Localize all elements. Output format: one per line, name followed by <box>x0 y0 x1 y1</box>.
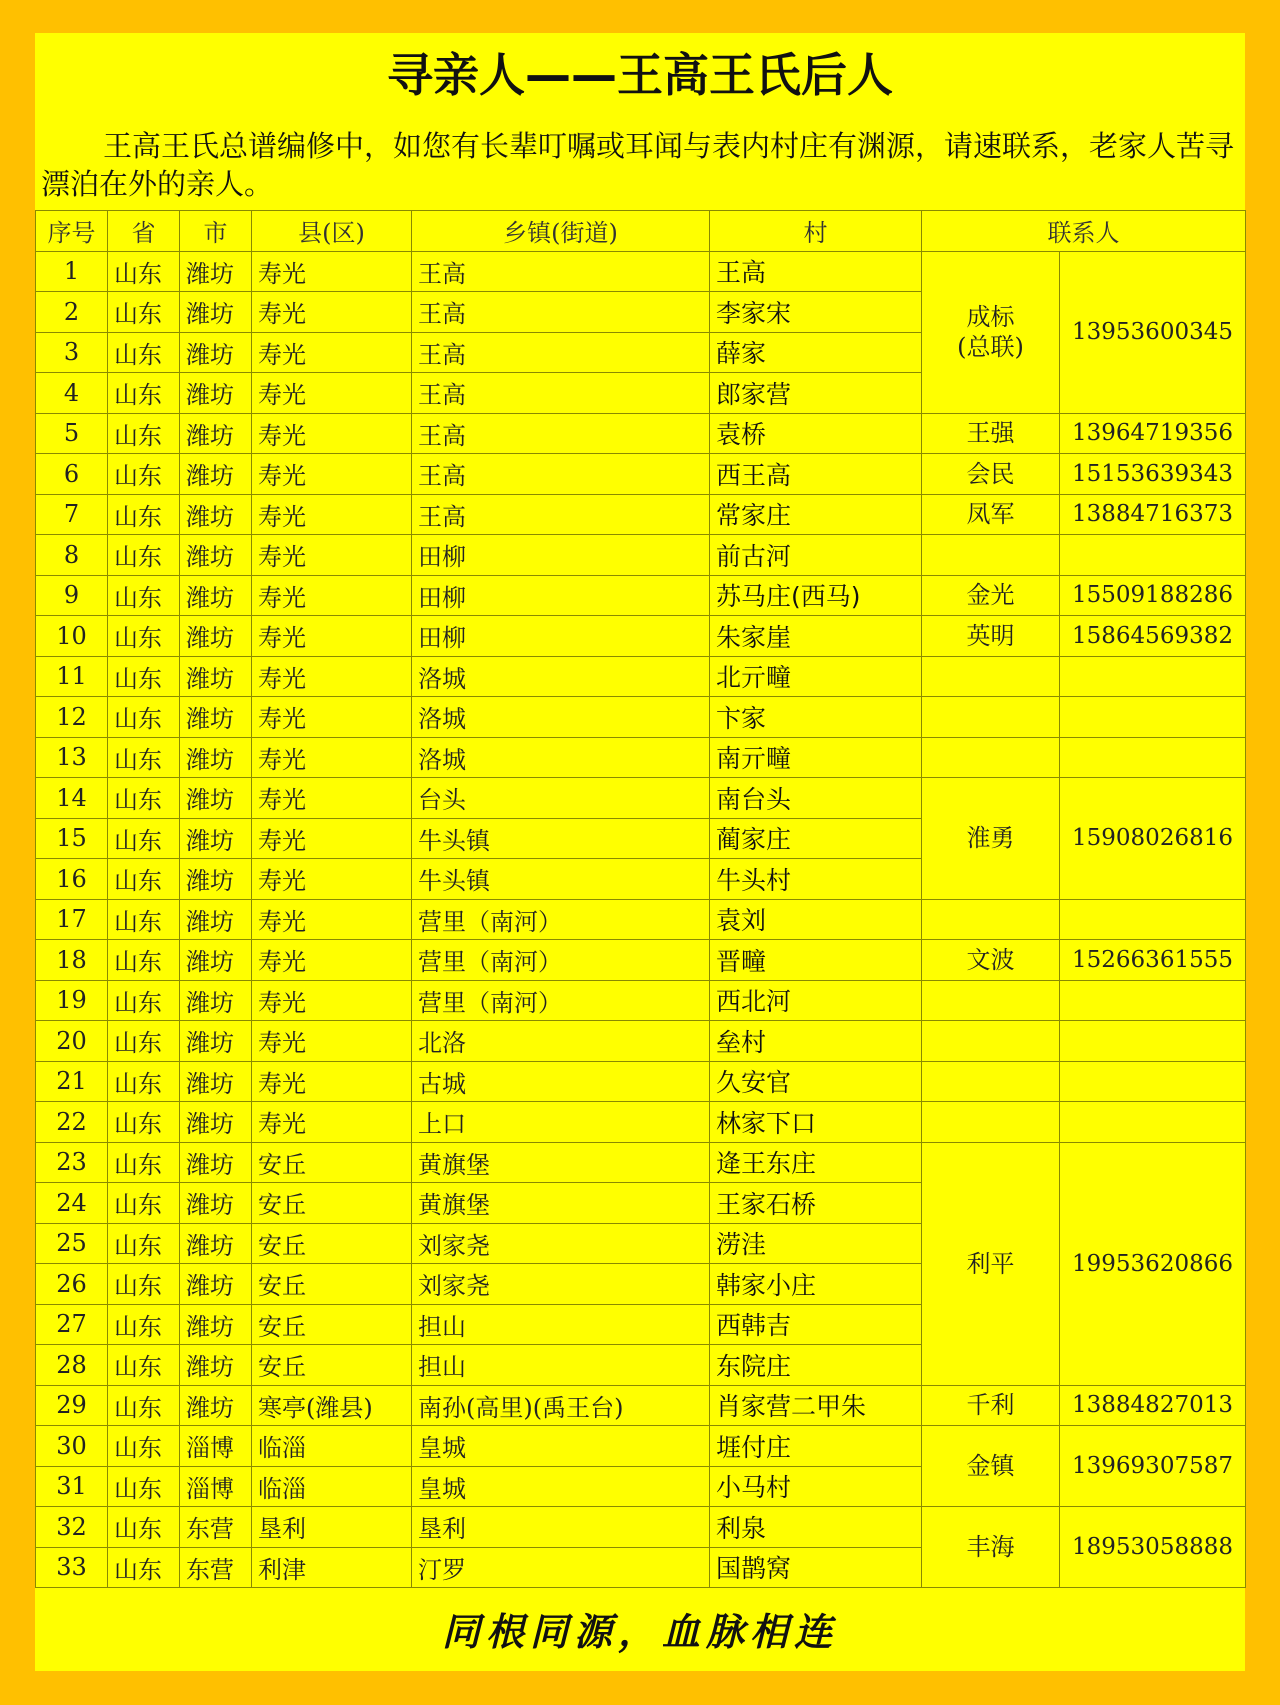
town-cell: 刘家尧 <box>412 1264 710 1305</box>
town-cell: 营里（南河） <box>412 980 710 1021</box>
city-cell: 潍坊 <box>180 940 252 981</box>
table-row <box>36 697 1246 738</box>
county-cell: 寿光 <box>252 980 412 1021</box>
village-cell: 西北河 <box>710 980 922 1021</box>
row-number: 28 <box>36 1345 108 1386</box>
county-cell: 寿光 <box>252 899 412 940</box>
contact-phone[interactable] <box>1060 1021 1246 1062</box>
header-no: 序号 <box>36 211 108 252</box>
contact-name: 会民 <box>922 454 1060 495</box>
contact-phone[interactable] <box>1060 1102 1246 1143</box>
contact-name <box>922 737 1060 778</box>
row-number: 15 <box>36 818 108 859</box>
row-number: 17 <box>36 899 108 940</box>
city-cell: 潍坊 <box>180 899 252 940</box>
village-cell: 南亓疃 <box>710 737 922 778</box>
county-cell: 寿光 <box>252 1102 412 1143</box>
county-cell: 垦利 <box>252 1507 412 1548</box>
village-cell: 王高 <box>710 251 922 292</box>
header-province: 省 <box>108 211 180 252</box>
header-town: 乡镇(街道) <box>412 211 710 252</box>
county-cell: 寿光 <box>252 292 412 333</box>
province-cell: 山东 <box>108 1061 180 1102</box>
village-cell: 袁刘 <box>710 899 922 940</box>
county-cell: 安丘 <box>252 1264 412 1305</box>
contact-phone[interactable]: 13964719356 <box>1060 413 1246 454</box>
county-cell: 安丘 <box>252 1304 412 1345</box>
town-cell: 牛头镇 <box>412 859 710 900</box>
province-cell: 山东 <box>108 940 180 981</box>
province-cell: 山东 <box>108 251 180 292</box>
row-number: 6 <box>36 454 108 495</box>
contact-phone[interactable]: 15864569382 <box>1060 616 1246 657</box>
county-cell: 寿光 <box>252 818 412 859</box>
contact-phone[interactable]: 13969307587 <box>1060 1426 1246 1507</box>
village-cell: 晋疃 <box>710 940 922 981</box>
village-cell: 林家下口 <box>710 1102 922 1143</box>
table-row <box>36 778 1246 819</box>
province-cell: 山东 <box>108 454 180 495</box>
province-cell: 山东 <box>108 575 180 616</box>
table-row <box>36 1142 1246 1183</box>
contact-phone[interactable]: 13953600345 <box>1060 251 1246 413</box>
province-cell: 山东 <box>108 899 180 940</box>
row-number: 25 <box>36 1223 108 1264</box>
village-cell: 苏马庄(西马) <box>710 575 922 616</box>
table-header-row <box>36 211 1246 252</box>
town-cell: 王高 <box>412 251 710 292</box>
village-cell: 牛头村 <box>710 859 922 900</box>
table-row <box>36 575 1246 616</box>
village-cell: 小马村 <box>710 1466 922 1507</box>
contact-name: 文波 <box>922 940 1060 981</box>
table-row <box>36 940 1246 981</box>
town-cell: 田柳 <box>412 575 710 616</box>
province-cell: 山东 <box>108 818 180 859</box>
city-cell: 东营 <box>180 1507 252 1548</box>
page-title: 寻亲人——王高王氏后人 <box>387 48 893 102</box>
county-cell: 寿光 <box>252 1021 412 1062</box>
contact-phone[interactable] <box>1060 980 1246 1021</box>
row-number: 11 <box>36 656 108 697</box>
county-cell: 安丘 <box>252 1223 412 1264</box>
village-cell: 郎家营 <box>710 373 922 414</box>
table-row <box>36 737 1246 778</box>
city-cell: 潍坊 <box>180 656 252 697</box>
village-cell: 涝洼 <box>710 1223 922 1264</box>
village-cell: 前古河 <box>710 535 922 576</box>
contact-phone[interactable]: 13884827013 <box>1060 1385 1246 1426</box>
town-cell: 台头 <box>412 778 710 819</box>
table-row <box>36 413 1246 454</box>
table-body <box>36 251 1246 1588</box>
county-cell: 寿光 <box>252 535 412 576</box>
village-cell: 王家石桥 <box>710 1183 922 1224</box>
row-number: 3 <box>36 332 108 373</box>
village-cell: 朱家崖 <box>710 616 922 657</box>
village-cell: 东院庄 <box>710 1345 922 1386</box>
province-cell: 山东 <box>108 616 180 657</box>
city-cell: 潍坊 <box>180 1021 252 1062</box>
row-number: 24 <box>36 1183 108 1224</box>
row-number: 20 <box>36 1021 108 1062</box>
town-cell: 王高 <box>412 373 710 414</box>
city-cell: 潍坊 <box>180 980 252 1021</box>
city-cell: 潍坊 <box>180 292 252 333</box>
row-number: 23 <box>36 1142 108 1183</box>
table-row <box>36 656 1246 697</box>
row-number: 14 <box>36 778 108 819</box>
row-number: 19 <box>36 980 108 1021</box>
town-cell: 营里（南河） <box>412 940 710 981</box>
row-number: 30 <box>36 1426 108 1467</box>
county-cell: 寿光 <box>252 656 412 697</box>
province-cell: 山东 <box>108 1102 180 1143</box>
province-cell: 山东 <box>108 656 180 697</box>
contact-phone[interactable]: 15266361555 <box>1060 940 1246 981</box>
table-row <box>36 1385 1246 1426</box>
contact-phone[interactable] <box>1060 656 1246 697</box>
province-cell: 山东 <box>108 1021 180 1062</box>
header-city: 市 <box>180 211 252 252</box>
city-cell: 淄博 <box>180 1466 252 1507</box>
village-table <box>35 210 1246 1588</box>
village-cell: 蔺家庄 <box>710 818 922 859</box>
city-cell: 潍坊 <box>180 778 252 819</box>
province-cell: 山东 <box>108 292 180 333</box>
contact-name <box>922 1021 1060 1062</box>
table-row <box>36 1102 1246 1143</box>
province-cell: 山东 <box>108 1264 180 1305</box>
town-cell: 北洛 <box>412 1021 710 1062</box>
village-cell: 堐付庄 <box>710 1426 922 1467</box>
table-row <box>36 454 1246 495</box>
row-number: 22 <box>36 1102 108 1143</box>
county-cell: 寿光 <box>252 575 412 616</box>
village-cell: 常家庄 <box>710 494 922 535</box>
town-cell: 皇城 <box>412 1466 710 1507</box>
county-cell: 临淄 <box>252 1426 412 1467</box>
town-cell: 汀罗 <box>412 1547 710 1588</box>
province-cell: 山东 <box>108 697 180 738</box>
contact-name: 凤军 <box>922 494 1060 535</box>
contact-name: 利平 <box>922 1142 1060 1385</box>
town-cell: 古城 <box>412 1061 710 1102</box>
village-cell: 南台头 <box>710 778 922 819</box>
county-cell: 寿光 <box>252 697 412 738</box>
notice-page <box>35 33 1245 1671</box>
row-number: 2 <box>36 292 108 333</box>
city-cell: 潍坊 <box>180 616 252 657</box>
row-number: 1 <box>36 251 108 292</box>
province-cell: 山东 <box>108 1385 180 1426</box>
town-cell: 洛城 <box>412 697 710 738</box>
header-village: 村 <box>710 211 922 252</box>
city-cell: 潍坊 <box>180 1142 252 1183</box>
row-number: 27 <box>36 1304 108 1345</box>
town-cell: 担山 <box>412 1304 710 1345</box>
county-cell: 安丘 <box>252 1142 412 1183</box>
province-cell: 山东 <box>108 494 180 535</box>
row-number: 33 <box>36 1547 108 1588</box>
contact-name: 金光 <box>922 575 1060 616</box>
province-cell: 山东 <box>108 1345 180 1386</box>
contact-name: 王强 <box>922 413 1060 454</box>
town-cell: 田柳 <box>412 616 710 657</box>
table-row <box>36 1426 1246 1467</box>
city-cell: 潍坊 <box>180 1102 252 1143</box>
row-number: 31 <box>36 1466 108 1507</box>
village-cell: 西王高 <box>710 454 922 495</box>
header-contact: 联系人 <box>922 211 1246 252</box>
town-cell: 牛头镇 <box>412 818 710 859</box>
province-cell: 山东 <box>108 737 180 778</box>
row-number: 10 <box>36 616 108 657</box>
town-cell: 洛城 <box>412 656 710 697</box>
province-cell: 山东 <box>108 1466 180 1507</box>
contact-name <box>922 980 1060 1021</box>
county-cell: 寿光 <box>252 413 412 454</box>
village-cell: 利泉 <box>710 1507 922 1548</box>
contact-phone[interactable]: 18953058888 <box>1060 1507 1246 1588</box>
contact-name: 成标 (总联) <box>922 251 1060 413</box>
table-row <box>36 616 1246 657</box>
row-number: 12 <box>36 697 108 738</box>
row-number: 32 <box>36 1507 108 1548</box>
county-cell: 寿光 <box>252 373 412 414</box>
row-number: 9 <box>36 575 108 616</box>
contact-name <box>922 1061 1060 1102</box>
city-cell: 潍坊 <box>180 413 252 454</box>
county-cell: 寿光 <box>252 859 412 900</box>
row-number: 13 <box>36 737 108 778</box>
town-cell: 王高 <box>412 292 710 333</box>
city-cell: 潍坊 <box>180 454 252 495</box>
town-cell: 营里（南河） <box>412 899 710 940</box>
table-row <box>36 535 1246 576</box>
city-cell: 潍坊 <box>180 535 252 576</box>
town-cell: 担山 <box>412 1345 710 1386</box>
contact-phone[interactable]: 13884716373 <box>1060 494 1246 535</box>
city-cell: 潍坊 <box>180 332 252 373</box>
county-cell: 寿光 <box>252 1061 412 1102</box>
contact-name: 淮勇 <box>922 778 1060 900</box>
header-county: 县(区) <box>252 211 412 252</box>
village-cell: 薛家 <box>710 332 922 373</box>
province-cell: 山东 <box>108 1547 180 1588</box>
village-cell: 垒村 <box>710 1021 922 1062</box>
province-cell: 山东 <box>108 373 180 414</box>
province-cell: 山东 <box>108 413 180 454</box>
county-cell: 安丘 <box>252 1345 412 1386</box>
town-cell: 刘家尧 <box>412 1223 710 1264</box>
province-cell: 山东 <box>108 535 180 576</box>
city-cell: 潍坊 <box>180 697 252 738</box>
county-cell: 利津 <box>252 1547 412 1588</box>
village-cell: 北亓疃 <box>710 656 922 697</box>
village-cell: 袁桥 <box>710 413 922 454</box>
village-cell: 久安官 <box>710 1061 922 1102</box>
province-cell: 山东 <box>108 1183 180 1224</box>
contact-name: 千利 <box>922 1385 1060 1426</box>
city-cell: 潍坊 <box>180 575 252 616</box>
county-cell: 寿光 <box>252 251 412 292</box>
town-cell: 垦利 <box>412 1507 710 1548</box>
city-cell: 潍坊 <box>180 818 252 859</box>
contact-name <box>922 1102 1060 1143</box>
contact-name <box>922 697 1060 738</box>
town-cell: 上口 <box>412 1102 710 1143</box>
city-cell: 潍坊 <box>180 373 252 414</box>
row-number: 21 <box>36 1061 108 1102</box>
village-cell: 逄王东庄 <box>710 1142 922 1183</box>
contact-phone[interactable] <box>1060 535 1246 576</box>
intro-paragraph: 王高王氏总谱编修中，如您有长辈叮嘱或耳闻与表内村庄有渊源，请速联系，老家人苦寻漂泊在外的亲人。 <box>41 129 1235 201</box>
town-cell: 王高 <box>412 454 710 495</box>
contact-phone[interactable] <box>1060 697 1246 738</box>
province-cell: 山东 <box>108 980 180 1021</box>
contact-name <box>922 535 1060 576</box>
county-cell: 寿光 <box>252 778 412 819</box>
town-cell: 洛城 <box>412 737 710 778</box>
city-cell: 潍坊 <box>180 251 252 292</box>
province-cell: 山东 <box>108 332 180 373</box>
contact-name: 丰海 <box>922 1507 1060 1588</box>
city-cell: 东营 <box>180 1547 252 1588</box>
city-cell: 潍坊 <box>180 1183 252 1224</box>
city-cell: 潍坊 <box>180 737 252 778</box>
county-cell: 寿光 <box>252 616 412 657</box>
contact-phone[interactable] <box>1060 899 1246 940</box>
city-cell: 潍坊 <box>180 859 252 900</box>
province-cell: 山东 <box>108 859 180 900</box>
contact-name: 英明 <box>922 616 1060 657</box>
town-cell: 王高 <box>412 494 710 535</box>
town-cell: 黄旗堡 <box>412 1183 710 1224</box>
table-row <box>36 1507 1246 1548</box>
table-row <box>36 899 1246 940</box>
city-cell: 淄博 <box>180 1426 252 1467</box>
row-number: 5 <box>36 413 108 454</box>
village-cell: 卞家 <box>710 697 922 738</box>
county-cell: 寿光 <box>252 494 412 535</box>
city-cell: 潍坊 <box>180 1345 252 1386</box>
province-cell: 山东 <box>108 1142 180 1183</box>
contact-phone[interactable]: 19953620866 <box>1060 1142 1246 1385</box>
province-cell: 山东 <box>108 1304 180 1345</box>
village-cell: 李家宋 <box>710 292 922 333</box>
contact-phone[interactable]: 15908026816 <box>1060 778 1246 900</box>
village-cell: 韩家小庄 <box>710 1264 922 1305</box>
county-cell: 寿光 <box>252 737 412 778</box>
city-cell: 潍坊 <box>180 494 252 535</box>
row-number: 26 <box>36 1264 108 1305</box>
town-cell: 黄旗堡 <box>412 1142 710 1183</box>
county-cell: 寿光 <box>252 454 412 495</box>
village-cell: 肖家营二甲朱 <box>710 1385 922 1426</box>
row-number: 16 <box>36 859 108 900</box>
contact-phone[interactable]: 15509188286 <box>1060 575 1246 616</box>
row-number: 29 <box>36 1385 108 1426</box>
county-cell: 寿光 <box>252 940 412 981</box>
province-cell: 山东 <box>108 1426 180 1467</box>
city-cell: 潍坊 <box>180 1264 252 1305</box>
row-number: 4 <box>36 373 108 414</box>
town-cell: 田柳 <box>412 535 710 576</box>
province-cell: 山东 <box>108 1223 180 1264</box>
town-cell: 王高 <box>412 332 710 373</box>
town-cell: 王高 <box>412 413 710 454</box>
county-cell: 寒亭(潍县) <box>252 1385 412 1426</box>
contact-phone[interactable] <box>1060 737 1246 778</box>
contact-name <box>922 656 1060 697</box>
city-cell: 潍坊 <box>180 1061 252 1102</box>
town-cell: 南孙(高里)(禹王台) <box>412 1385 710 1426</box>
province-cell: 山东 <box>108 778 180 819</box>
contact-name <box>922 899 1060 940</box>
row-number: 7 <box>36 494 108 535</box>
county-cell: 寿光 <box>252 332 412 373</box>
county-cell: 临淄 <box>252 1466 412 1507</box>
table-row <box>36 494 1246 535</box>
table-row <box>36 1061 1246 1102</box>
contact-name: 金镇 <box>922 1426 1060 1507</box>
contact-phone[interactable]: 15153639343 <box>1060 454 1246 495</box>
table-row <box>36 1021 1246 1062</box>
county-cell: 安丘 <box>252 1183 412 1224</box>
row-number: 18 <box>36 940 108 981</box>
village-cell: 国鹊窝 <box>710 1547 922 1588</box>
city-cell: 潍坊 <box>180 1304 252 1345</box>
city-cell: 潍坊 <box>180 1223 252 1264</box>
city-cell: 潍坊 <box>180 1385 252 1426</box>
contact-phone[interactable] <box>1060 1061 1246 1102</box>
table-row <box>36 251 1246 292</box>
row-number: 8 <box>36 535 108 576</box>
table-row <box>36 980 1246 1021</box>
town-cell: 皇城 <box>412 1426 710 1467</box>
village-cell: 西韩吉 <box>710 1304 922 1345</box>
province-cell: 山东 <box>108 1507 180 1548</box>
motto-text: 同根同源，血脉相连 <box>441 1609 838 1654</box>
